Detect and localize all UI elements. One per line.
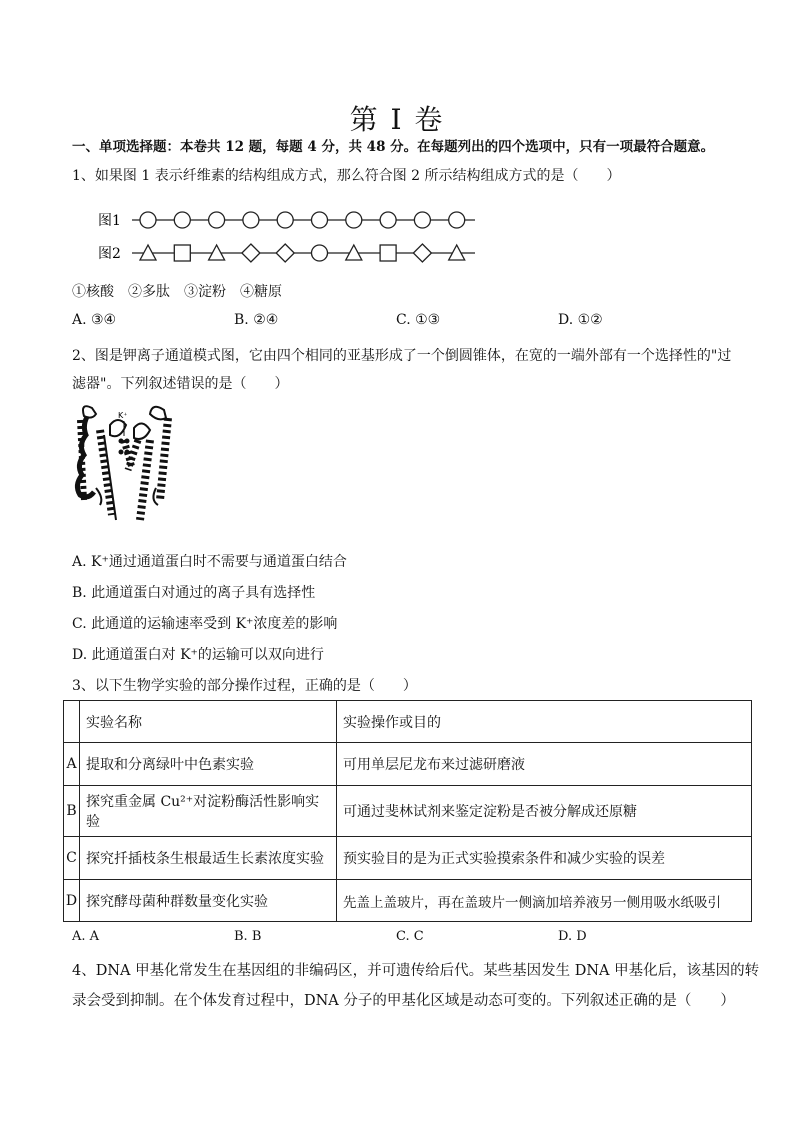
q4-stem-line2: 录会受到抑制。在个体发育过程中，DNA 分子的甲基化区域是动态可变的。下列叙述正确的是（ ） xyxy=(72,993,735,1009)
q3-options xyxy=(72,929,752,949)
q2-stem-line2: 滤器"。下列叙述错误的是（ ） xyxy=(72,376,289,392)
circle-unit xyxy=(174,212,190,228)
q1-items: ①核酸 ②多肽 ③淀粉 ④糖原 xyxy=(72,284,282,300)
circle-unit xyxy=(414,212,430,228)
circle-unit xyxy=(312,245,328,261)
table-cell: 可用单层尼龙布来过滤研磨液 xyxy=(337,743,752,786)
q3-stem: 3、以下生物学实验的部分操作过程，正确的是（ ） xyxy=(72,678,417,694)
table-row xyxy=(64,880,752,922)
q1-options xyxy=(72,312,752,332)
q3-option-d[interactable]: D. D xyxy=(558,929,587,944)
table-row xyxy=(64,837,752,880)
table-cell: 提取和分离绿叶中色素实验 xyxy=(80,743,337,786)
table-header-row xyxy=(64,701,752,743)
table-cell: 预实验目的是为正式实验摸索条件和减少实验的误差 xyxy=(337,837,752,880)
figure-1 xyxy=(98,212,475,229)
figure-1-label: 图1 xyxy=(98,213,121,229)
q2-answer-b[interactable]: B. 此通道蛋白对通过的离子具有选择性 xyxy=(72,585,316,601)
section-intro: 一、单项选择题：本卷共 12 题，每题 4 分，共 48 分。在每题列出的四个选项中，只有一项最符合题意。 xyxy=(72,139,715,155)
diamond-unit xyxy=(276,244,294,262)
q3-option-c[interactable]: C. C xyxy=(396,929,424,944)
q3-option-b[interactable]: B. B xyxy=(234,929,262,944)
circle-unit xyxy=(380,212,396,228)
page-title: 第 I 卷 xyxy=(349,103,445,136)
q2-answer-c[interactable]: C. 此通道的运输速率受到 K⁺浓度差的影响 xyxy=(72,616,338,632)
circle-unit xyxy=(140,212,156,228)
table-cell: B xyxy=(64,786,80,837)
q2-answer-a[interactable]: A. K⁺通过通道蛋白时不需要与通道蛋白结合 xyxy=(72,554,347,570)
q1-option-b[interactable]: B. ②④ xyxy=(234,312,279,328)
table-cell: 探究酵母菌种群数量变化实验 xyxy=(80,880,337,922)
table-header-cell: 实验名称 xyxy=(80,701,337,743)
square-unit xyxy=(380,245,396,261)
circle-unit xyxy=(209,212,225,228)
table-cell: A xyxy=(64,743,80,786)
diamond-unit xyxy=(242,244,260,262)
figure-2 xyxy=(98,244,475,262)
circle-unit xyxy=(449,212,465,228)
circle-unit xyxy=(312,212,328,228)
table-cell: 探究扦插枝条生根最适生长素浓度实验 xyxy=(80,837,337,880)
circle-unit xyxy=(277,212,293,228)
figure-2-label: 图2 xyxy=(98,246,121,262)
figure-canvas xyxy=(0,0,794,560)
diamond-unit xyxy=(413,244,431,262)
potassium-channel-figure xyxy=(77,406,168,520)
table-cell: D xyxy=(64,880,80,922)
table-cell: 探究重金属 Cu²⁺对淀粉酶活性影响实验 xyxy=(80,786,337,837)
table-cell: 可通过斐林试剂来鉴定淀粉是否被分解成还原糖 xyxy=(337,786,752,837)
circle-unit xyxy=(346,212,362,228)
table-row xyxy=(64,743,752,786)
circle-unit xyxy=(243,212,259,228)
table-cell: 先盖上盖玻片，再在盖玻片一侧滴加培养液另一侧用吸水纸吸引 xyxy=(337,880,752,922)
k-ion-label: K⁺ xyxy=(118,411,128,420)
q3-option-a[interactable]: A. A xyxy=(72,929,100,944)
q4-stem-line1: 4、DNA 甲基化常发生在基因组的非编码区，并可遗传给后代。某些基因发生 DNA 甲基化后，该基因的转 xyxy=(72,963,760,979)
q2-stem-line1: 2、图是钾离子通道模式图，它由四个相同的亚基形成了一个倒圆锥体，在宽的一端外部有一个选择性的"过 xyxy=(72,348,732,364)
experiment-table xyxy=(63,700,752,922)
q1-stem: 1、如果图 1 表示纤维素的结构组成方式，那么符合图 2 所示结构组成方式的是（ ） xyxy=(72,168,621,184)
table-header-cell: 实验操作或目的 xyxy=(337,701,752,743)
q2-answer-d[interactable]: D. 此通道蛋白对 K⁺的运输可以双向进行 xyxy=(72,647,324,663)
q1-option-d[interactable]: D. ①② xyxy=(558,312,603,328)
square-unit xyxy=(174,245,190,261)
table-row xyxy=(64,786,752,837)
table-cell: C xyxy=(64,837,80,880)
q1-option-c[interactable]: C. ①③ xyxy=(396,312,441,328)
table-header-cell xyxy=(64,701,80,743)
q1-option-a[interactable]: A. ③④ xyxy=(72,312,117,328)
